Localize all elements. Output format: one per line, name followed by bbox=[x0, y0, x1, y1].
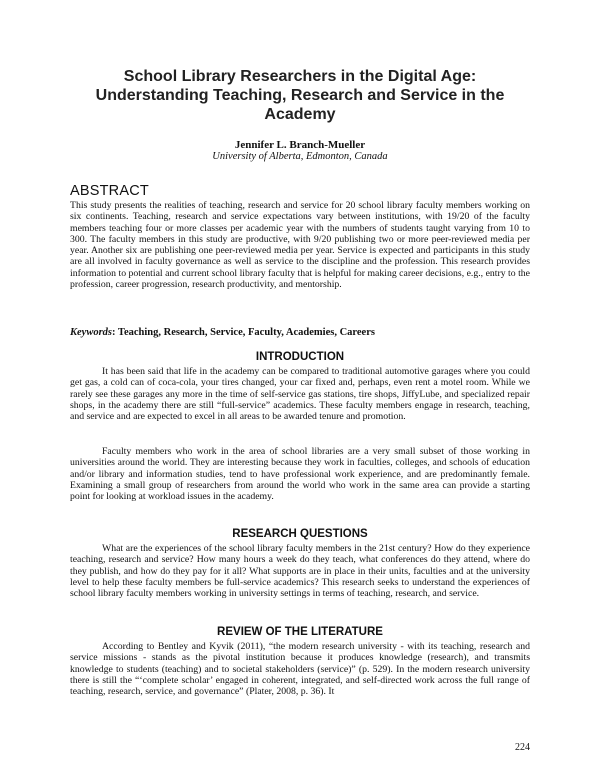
literature-review-paragraph: According to Bentley and Kyvik (2011), “the modern research university - with its teaching, research and service missions - stands as the pivotal institution because it produces knowledge (research), and transmits knowledge to students (teaching) and to societal stakeholders (service)” (p. 529). In the modern research university there is still the “‘complete scholar’ engaged in coherent, integrated, and self-directed work across the full range of teaching, research, service, and governance” (Plater, 2008, p. 36). It bbox=[70, 641, 530, 698]
keywords-label: Keywords bbox=[70, 327, 112, 338]
title-line-3: Academy bbox=[264, 106, 336, 123]
abstract-heading: ABSTRACT bbox=[70, 183, 149, 199]
title-line-1: School Library Researchers in the Digital Age: bbox=[123, 68, 477, 85]
research-questions-paragraph: What are the experiences of the school library faculty members in the 21st century? How do they experience teaching, research and service? How many hours a week do they teach, what conferences do they attend, where do they publish, and how do they pay for it all? What supports are in place in their units, faculties and at the university level to help these faculty members be full-service academics? This research seeks to understand the experiences of school library faculty members working in university settings in terms of teaching, research, and service. bbox=[70, 543, 530, 600]
page-number: 224 bbox=[515, 742, 530, 753]
author-name: Jennifer L. Branch-Mueller bbox=[234, 139, 366, 151]
literature-review-heading: REVIEW OF THE LITERATURE bbox=[217, 626, 383, 638]
title-line-2: Understanding Teaching, Research and Service in the bbox=[95, 87, 505, 104]
introduction-paragraph-1: It has been said that life in the academy can be compared to traditional automotive garages where you could get gas, a cold can of coca-cola, your tires changed, your car fixed and, perhaps, even rent a motel room. While we rarely see these garages any more in the time of self-service gas stations, tire shops, JiffyLube, and specialized repair shops, in the academy there are still “full-service” academics. These faculty members engage in research, teaching, and service and are expected to excel in all areas to be awarded tenure and promotion. bbox=[70, 366, 530, 423]
research-questions-heading: RESEARCH QUESTIONS bbox=[232, 528, 368, 540]
author-affiliation: University of Alberta, Edmonton, Canada bbox=[212, 151, 388, 162]
introduction-heading: INTRODUCTION bbox=[255, 351, 345, 363]
keywords-text: : Teaching, Research, Service, Faculty, Academies, Careers bbox=[112, 327, 375, 338]
introduction-paragraph-2: Faculty members who work in the area of school libraries are a very small subset of those working in universities around the world. They are interesting because they work in faculties, colleges, and schools of education and/or library and information studies, tend to have professional work experience, and are predominantly female. Examining a small group of researchers from around the world who work in the same area can provide a starting point for looking at workload issues in the academy. bbox=[70, 446, 530, 503]
paper-title bbox=[70, 67, 530, 124]
keywords bbox=[70, 327, 530, 339]
abstract-text: This study presents the realities of teaching, research and service for 20 school library faculty members working on six continents. Teaching, research and service expectations vary between institutions, with 19/20 of the faculty members teaching four or more classes per academic year with the numbers of students taught varying from 10 to 300. The faculty members in this study are productive, with 9/20 publishing two or more peer-reviewed media per year. Another six are publishing one peer-reviewed media per year. Service is expected and participants in this study are all involved in faculty governance as well as service to the discipline and the profession. This research provides information to potential and current school library faculty that is helpful for making career decisions, e.g., entry to the profession, career progression, research productivity, and mentorship. bbox=[70, 200, 530, 291]
